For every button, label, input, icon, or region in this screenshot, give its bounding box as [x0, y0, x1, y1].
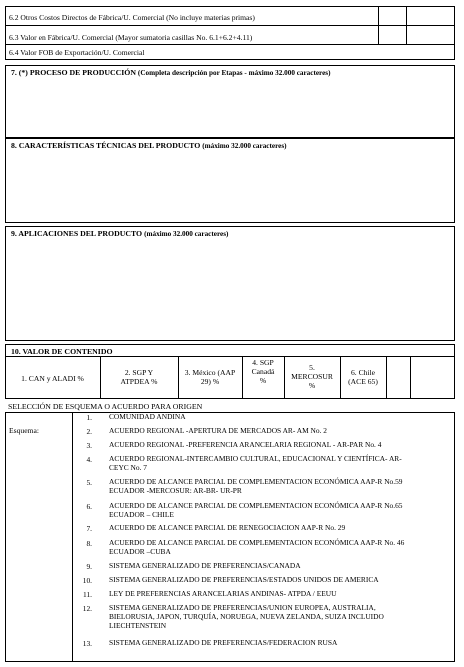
scheme-text: SISTEMA GENERALIZADO DE PREFERENCIAS/ESTADOS UNIDOS DE AMERICA — [109, 575, 379, 584]
divider — [406, 6, 407, 44]
scheme-item[interactable] — [76, 413, 454, 423]
scheme-number: 10. — [82, 576, 92, 585]
scheme-number: 7. — [86, 524, 92, 533]
section-9-heading: 9. APLICACIONES DEL PRODUCTO — [11, 229, 143, 238]
section-7-heading: 7. (*) PROCESO DE PRODUCCIÓN — [11, 68, 136, 77]
scheme-item[interactable] — [76, 502, 454, 520]
scheme-number: 12. — [82, 604, 92, 613]
scheme-item[interactable] — [76, 427, 454, 437]
section-7-note: (Completa descripción por Etapas - máximo 32.000 caracteres) — [137, 69, 331, 77]
scheme-text: CEYC No. 7 — [109, 463, 147, 472]
scheme-text: SISTEMA GENERALIZADO DE PREFERENCIAS/FEDERACION RUSA — [109, 638, 338, 647]
row-6-2-label: 6.2 Otros Costos Directos de Fábrica/U. Comercial (No incluye materias primas) — [9, 13, 255, 22]
scheme-number: 11. — [83, 590, 92, 599]
section-9-note: (máximo 32.000 caracteres) — [144, 230, 229, 238]
scheme-item[interactable] — [76, 441, 454, 451]
section-8-title — [11, 141, 287, 151]
scheme-text: LEY DE PREFERENCIAS ARANCELARIAS ANDINAS- ATPDA / EEUU — [109, 589, 337, 598]
value-sgp-atpdea[interactable] — [100, 368, 178, 386]
scheme-text: ACUERDO REGIONAL-INTERCAMBIO CULTURAL, EDUCACIONAL Y CIENTÍFICA- AR- — [109, 454, 402, 463]
scheme-item[interactable] — [76, 639, 454, 649]
value-sgp-canada-label-3: % — [259, 376, 267, 385]
scheme-text: ACUERDO DE ALCANCE PARCIAL DE COMPLEMENTACION ECONÓMICA AAP-R No.65 — [109, 501, 403, 510]
section-8-heading: 8. CARACTERÍSTICAS TÉCNICAS DEL PRODUCTO — [11, 141, 201, 150]
value-chile-label-2: (ACE 65) — [348, 377, 378, 386]
section-7-title — [11, 68, 331, 78]
value-mexico[interactable] — [178, 368, 242, 386]
scheme-item[interactable] — [76, 455, 454, 473]
scheme-number: 4. — [86, 455, 92, 464]
scheme-number: 6. — [86, 502, 92, 511]
row-6-4-label: 6.4 Valor FOB de Exportación/U. Comercial — [9, 48, 145, 57]
divider — [5, 44, 455, 45]
selection-title: SELECCIÓN DE ESQUEMA O ACUERDO PARA ORIGEN — [8, 402, 203, 411]
value-sgp-atpdea-label-2: ATPDEA % — [120, 377, 158, 386]
scheme-number: 13. — [82, 639, 92, 648]
section-8-textarea[interactable] — [6, 152, 454, 222]
value-sgp-canada-label-1: 4. SGP — [252, 358, 274, 367]
scheme-text: SISTEMA GENERALIZADO DE PREFERENCIAS/UNION EUROPEA, AUSTRALIA, — [109, 603, 376, 612]
value-extra-cell-1[interactable] — [387, 357, 409, 398]
scheme-text: ACUERDO DE ALCANCE PARCIAL DE COMPLEMENTACION ECONÓMICA AAP-R No. 46 — [109, 538, 405, 547]
scheme-text: ACUERDO DE ALCANCE PARCIAL DE COMPLEMENTACION ECONÓMICA AAP-R No.59 — [109, 477, 403, 486]
scheme-item[interactable] — [76, 478, 454, 496]
value-sgp-atpdea-label-1: 2. SGP Y — [124, 368, 154, 377]
value-sgp-canada[interactable] — [242, 358, 284, 385]
value-mercosur-label-2: MERCOSUR — [291, 372, 333, 381]
scheme-number: 1. — [86, 413, 92, 422]
scheme-label: Esquema: — [9, 426, 39, 435]
scheme-number: 8. — [86, 539, 92, 548]
section-9-textarea[interactable] — [6, 240, 454, 340]
scheme-text: BIELORUSIA, JAPON, TURQUÍA, NORUEGA, NUEVA ZELANDA, SUIZA INCLUIDO — [109, 612, 384, 621]
row-6-2-value-field[interactable] — [379, 7, 405, 24]
scheme-item[interactable] — [76, 562, 454, 572]
section-10-title: 10. VALOR DE CONTENIDO — [11, 347, 113, 356]
scheme-item[interactable] — [76, 576, 454, 586]
scheme-item[interactable] — [76, 590, 454, 600]
divider — [72, 412, 73, 662]
scheme-item[interactable] — [76, 604, 454, 631]
scheme-number: 9. — [86, 562, 92, 571]
value-mexico-label-2: 29) % — [200, 377, 220, 386]
scheme-number: 3. — [86, 441, 92, 450]
value-can-aladi[interactable] — [5, 374, 100, 383]
scheme-text: SISTEMA GENERALIZADO DE PREFERENCIAS/CANADA — [109, 561, 301, 570]
scheme-text: ACUERDO REGIONAL -PREFERENCIA ARANCELARIA REGIONAL - AR-PAR No. 4 — [109, 440, 382, 449]
scheme-text: ECUADOR – CHILE — [109, 510, 174, 519]
scheme-number: 5. — [86, 478, 92, 487]
section-7-textarea[interactable] — [6, 80, 454, 137]
row-6-3-value-field[interactable] — [379, 26, 405, 43]
scheme-item[interactable] — [76, 524, 454, 534]
value-mercosur-label-1: 5. — [309, 363, 315, 372]
scheme-text: ECUADOR –CUBA — [109, 547, 171, 556]
scheme-item[interactable] — [76, 539, 454, 557]
scheme-text: ECUADOR -MERCOSUR: AR-BR- UR-PR — [109, 486, 242, 495]
scheme-text: ACUERDO REGIONAL -APERTURA DE MERCADOS AR- AM No. 2 — [109, 426, 327, 435]
section-8-note: (máximo 32.000 caracteres) — [202, 142, 287, 150]
value-mexico-label-1: 3. México (AAP — [184, 368, 236, 377]
value-mercosur[interactable] — [284, 363, 340, 390]
scheme-text: ACUERDO DE ALCANCE PARCIAL DE RENEGOCIACION AAP-R No. 29 — [109, 523, 346, 532]
scheme-text: COMUNIDAD ANDINA — [109, 412, 186, 421]
value-chile-label-1: 6. Chile — [350, 368, 376, 377]
row-6-3-label: 6.3 Valor en Fábrica/U. Comercial (Mayor sumatoria casillas No. 6.1+6.2+4.11) — [9, 33, 253, 42]
value-sgp-canada-label-2: Canadá — [251, 367, 275, 376]
scheme-number: 2. — [86, 427, 92, 436]
scheme-text: LIECHTENSTEIN — [109, 621, 167, 630]
value-can-aladi-label: 1. CAN y ALADI % — [21, 374, 84, 383]
value-mercosur-label-3: % — [308, 381, 316, 390]
value-chile[interactable] — [340, 368, 386, 386]
section-9-title — [11, 229, 228, 239]
value-extra-cell-2[interactable] — [411, 357, 454, 398]
